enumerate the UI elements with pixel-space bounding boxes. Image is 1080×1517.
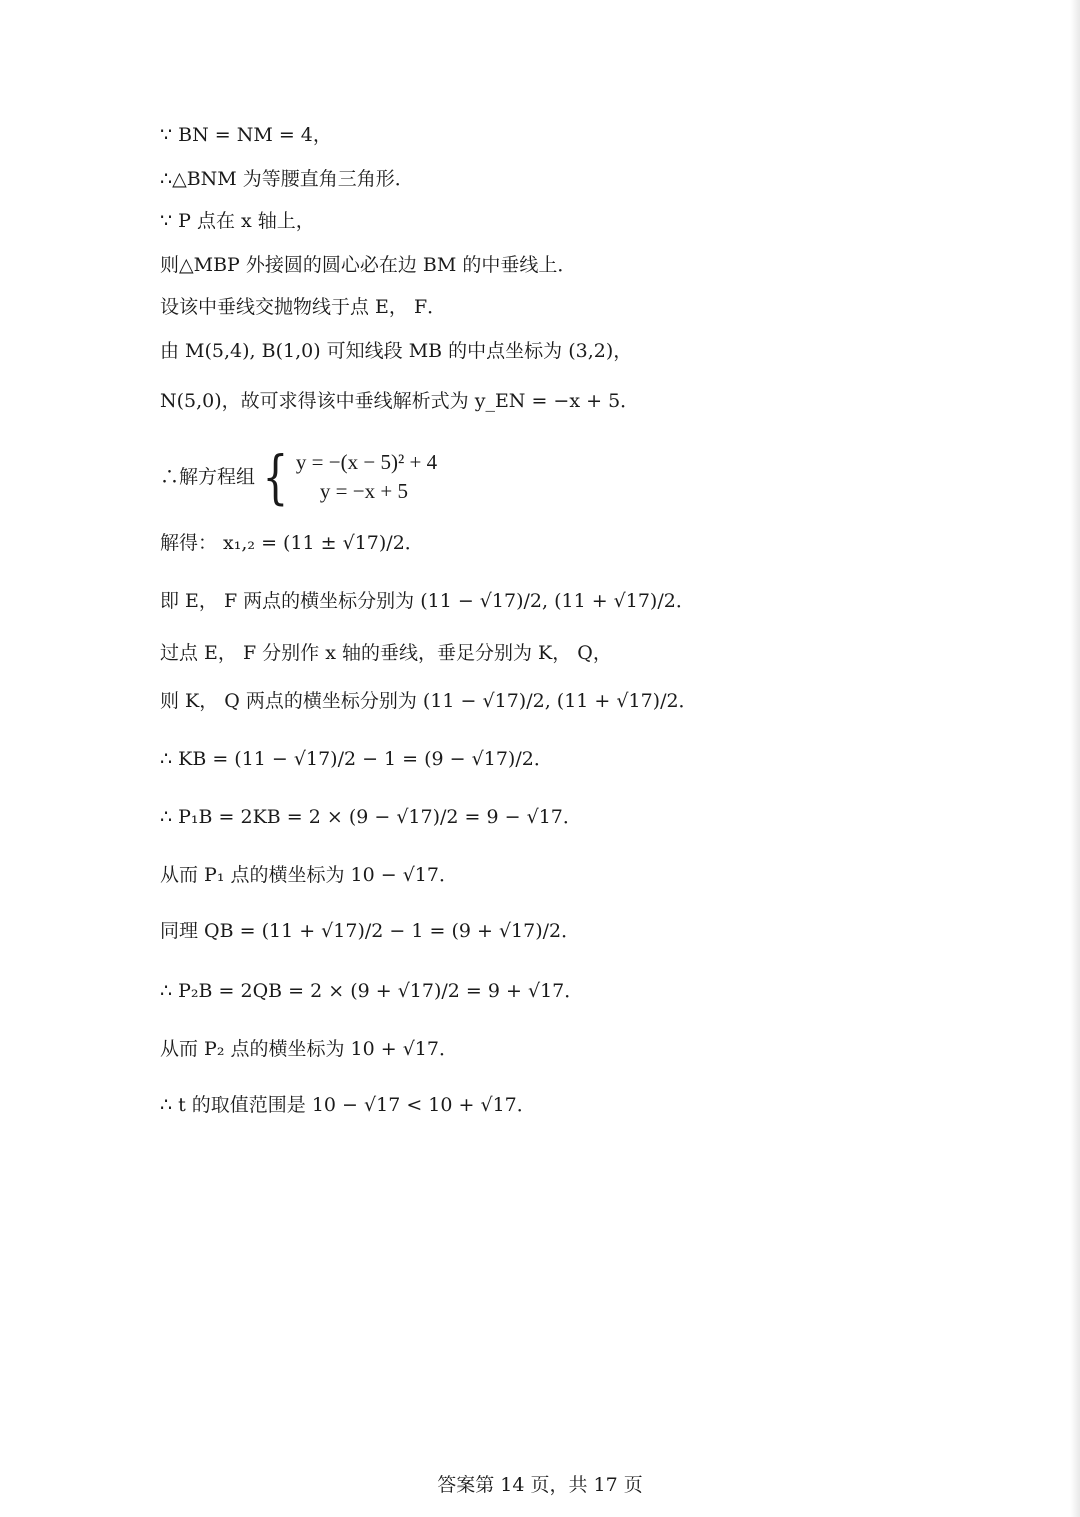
solution-line-14: ∴ P₁B = 2KB = 2 × (9 − √17)/2 = 9 − √17． (160, 806, 582, 828)
solution-line-2: ∴△BNM 为等腰直角三角形． (160, 168, 414, 190)
solution-line-3: ∵ P 点在 x 轴上， (160, 210, 315, 232)
page-footer: 答案第 14 页，共 17 页 (437, 1474, 643, 1496)
solution-line-15: 从而 P₁ 点的横坐标为 10 − √17． (160, 864, 458, 886)
equation-system (296, 452, 437, 502)
solution-line-7: N(5,0)，故可求得该中垂线解析式为 y_EN = −x + 5． (160, 390, 640, 412)
page-edge-shadow (1070, 0, 1080, 1517)
equation-1: y = −(x − 5)² + 4 (295, 450, 438, 474)
solution-line-5: 设该中垂线交抛物线于点 E， F． (160, 296, 447, 318)
equation-2: y = −x + 5 (319, 479, 408, 503)
solution-line-13: ∴ KB = (11 − √17)/2 − 1 = (9 − √17)/2． (160, 748, 553, 770)
solution-line-1: ∵ BN = NM = 4， (160, 124, 332, 146)
solution-line-9: 解得： x₁,₂ = (11 ± √17)/2． (160, 532, 424, 554)
system-prefix: ∴解方程组 (160, 465, 256, 488)
solution-line-6: 由 M(5,4), B(1,0) 可知线段 MB 的中点坐标为 (3,2)， (160, 340, 633, 362)
solution-line-10: 即 E， F 两点的横坐标分别为 (11 − √17)/2, (11 + √17)/2． (160, 590, 695, 612)
solution-line-4: 则△MBP 外接圆的圆心必在边 BM 的中垂线上． (160, 254, 577, 276)
solution-line-12: 则 K， Q 两点的横坐标分别为 (11 − √17)/2, (11 + √17)/2． (160, 690, 698, 712)
solution-line-19: ∴ t 的取值范围是 10 − √17 < 10 + √17． (160, 1094, 536, 1116)
equation-system-line (160, 443, 438, 511)
solution-line-18: 从而 P₂ 点的横坐标为 10 + √17． (160, 1038, 458, 1060)
solution-line-11: 过点 E， F 分别作 x 轴的垂线，垂足分别为 K， Q， (160, 642, 612, 664)
solution-line-16: 同理 QB = (11 + √17)/2 − 1 = (9 + √17)/2． (160, 920, 581, 942)
solution-line-17: ∴ P₂B = 2QB = 2 × (9 + √17)/2 = 9 + √17． (160, 980, 584, 1002)
left-brace: { (262, 443, 289, 511)
